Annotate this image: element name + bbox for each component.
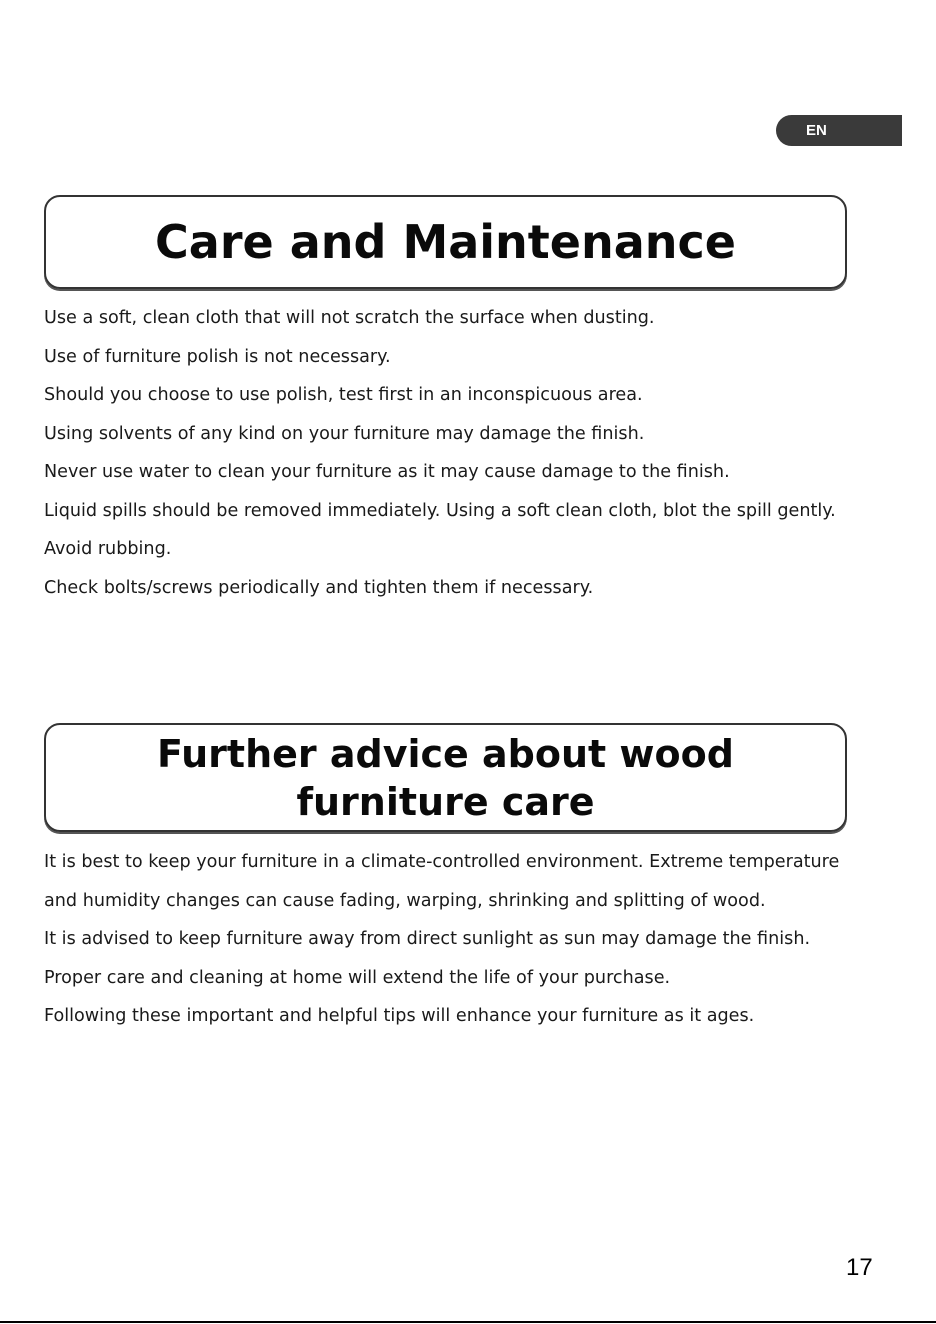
paragraph: Use of furniture polish is not necessary. xyxy=(44,346,391,367)
paragraph: Following these important and helpful tips will enhance your furniture as it ages. xyxy=(44,1006,755,1026)
paragraph: Use a soft, clean cloth that will not scratch the surface when dusting. xyxy=(44,308,655,328)
paragraph: It is best to keep your furniture in a climate-controlled environment. Extreme temperature and humidity changes can cause fading, warping, shrinking and splitting of wood. xyxy=(44,852,840,911)
paragraph: Liquid spills should be removed immediately. Using a soft clean cloth, blot the spill gently. Avoid rubbing. xyxy=(44,500,836,559)
paragraph: Never use water to clean your furniture as it may cause damage to the finish. xyxy=(44,462,730,482)
paragraph: It is advised to keep furniture away from direct sunlight as sun may damage the finish. xyxy=(44,929,811,949)
paragraph: Check bolts/screws periodically and tighten them if necessary. xyxy=(44,577,594,598)
paragraph: Using solvents of any kind on your furniture may damage the finish. xyxy=(44,423,645,444)
page-number: 17 xyxy=(846,1254,873,1281)
language-tab: EN xyxy=(776,115,902,146)
section-title-care-and-maintenance: Care and Maintenance xyxy=(44,195,847,289)
wood-care-advice-text xyxy=(44,843,844,1036)
care-instructions-text xyxy=(44,299,844,607)
section-title-further-advice: Further advice about wood furniture care xyxy=(44,723,847,832)
bottom-divider xyxy=(0,1321,936,1323)
paragraph: Should you choose to use polish, test first in an inconspicuous area. xyxy=(44,385,643,405)
paragraph: Proper care and cleaning at home will extend the life of your purchase. xyxy=(44,967,671,988)
